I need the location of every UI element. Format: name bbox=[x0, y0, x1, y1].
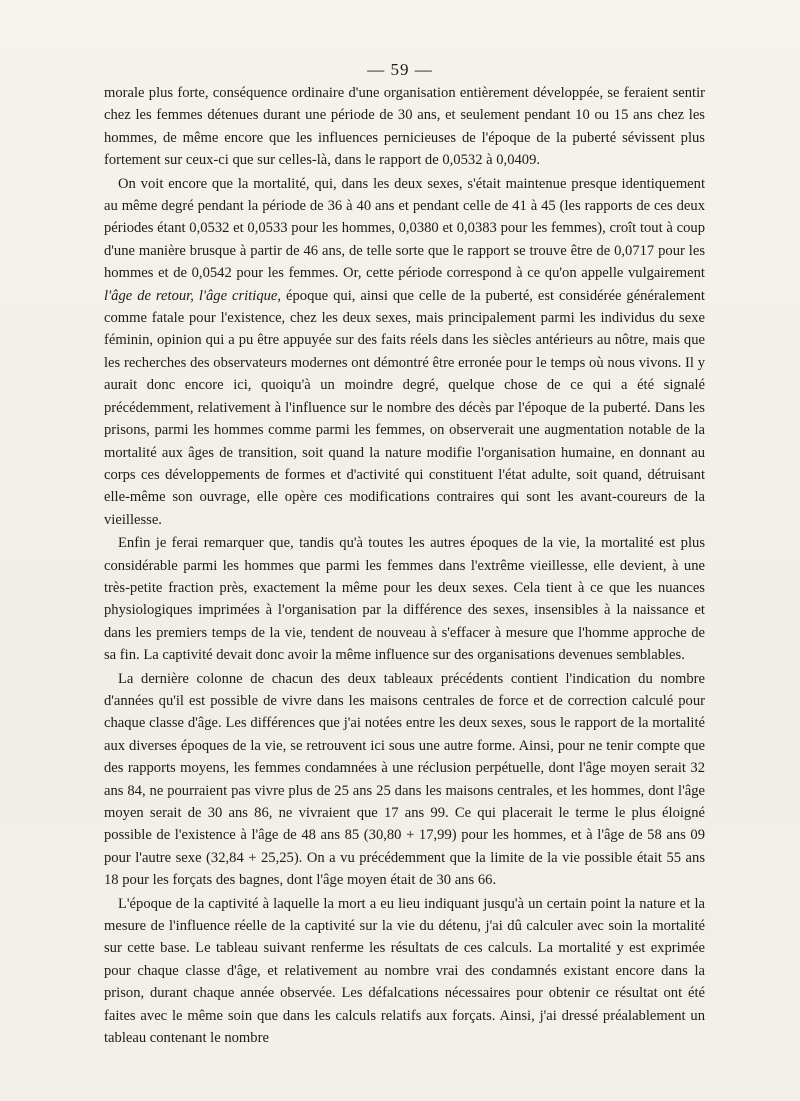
italic-term: l'âge de retour, l'âge critique bbox=[104, 287, 278, 304]
paragraph-derniere-colonne: La dernière colonne de chacun des deux tableaux précédents contient l'indication du nombre d'années qu'il est possible de vivre dans les maisons centrales de force et de correction calculé pour chaque classe d'âge. Les différences que j'ai notées entre les deux sexes, sous le rapport de la mortalité aux diverses époques de la vie, se retrouvent ici sous une autre forme. Ainsi, pour ne tenir compte que des rapports moyens, les femmes condamnées à une réclusion perpétuelle, dont l'âge moyen serait 32 ans 84, ne pourraient pas vivre plus de 25 ans 25 dans les maisons centrales, et les hommes, dont l'âge moyen serait de 30 ans 86, ne vivraient que 17 ans 99. Ce qui placerait le terme le plus éloigné possible de l'existence à l'âge de 48 ans 85 (30,80 + 17,99) pour les hommes, et à l'âge de 58 ans 09 pour l'autre sexe (32,84 + 25,25). On a vu précédemment que la limite de la vie possible était 55 ans 18 pour les forçats des bagnes, dont l'âge moyen était de 30 ans 66. bbox=[104, 670, 705, 889]
paragraph-epoque-captivite: L'époque de la captivité à laquelle la mort a eu lieu indiquant jusqu'à un certain point la nature et la mesure de l'influence réelle de la captivité sur la vie du détenu, j'ai dû calculer avec soin la mortalité sur cette base. Le tableau suivant renferme les résultats de ces calculs. La mortalité y est exprimée pour chaque classe d'âge, et relativement au nombre vrai des condamnés existant encore dans la prison, durant chaque année observée. Les défalcations nécessaires pour obtenir ce résultat ont été faites avec le même soin que dans les calculs relatifs aux forçats. Ainsi, j'ai dressé préalablement un tableau contenant le nombre bbox=[104, 895, 705, 1047]
paragraph-text: On voit encore que la mortalité, qui, dans les deux sexes, s'était maintenue presque identiquement au même degré pendant la période de 36 à 40 ans et pendant celle de 41 à 45 (les rapports de ces deux périodes étant 0,0532 et 0,0533 pour les hommes, 0,0380 et 0,0383 pour les femmes), croît tout à coup d'une manière brusque à partir de 46 ans, de telle sorte que le rapport se trouve être de 0,0717 pour les hommes et de 0,0542 pour les femmes. Or, cette période correspond à ce qu'on appelle vulgairement bbox=[104, 175, 705, 282]
paragraph-text: , époque qui, ainsi que celle de la puberté, est considérée généralement comme fatale pour l'existence, chez les deux sexes, mais principalement parmi les individus du sexe féminin, opinion qui a pu être appuyée sur des faits réels dans les siècles antérieurs au nôtre, mais que les recherches des observateurs modernes ont démontré être erronée pour le temps où nous vivons. Il y aurait donc encore ici, quoiqu'à un moindre degré, quelque chose de ce qui a été signalé précédemment, relativement à l'influence sur le nombre des décès par l'époque de la puberté. Dans les prisons, parmi les hommes comme parmi les femmes, on observerait une augmentation notable de la mortalité aux âges de transition, soit quand la nature modifie l'organisation humaine, en donnant au corps ces développements de formes et d'activité qui constituent l'état adulte, soit quand, détruisant elle-même son ouvrage, elle opère ces modifications contraires qui sont les avant-coureurs de la vieillesse. bbox=[104, 287, 705, 528]
body-text bbox=[104, 82, 705, 1049]
paragraph-vieillesse: Enfin je ferai remarquer que, tandis qu'à toutes les autres époques de la vie, la mortalité est plus considérable parmi les hommes que parmi les femmes dans l'extrême vieillesse, elle devient, à une très-petite fraction près, exactement la même pour les deux sexes. Cela tient à ce que les nuances physiologiques imprimées à l'organisation par la différence des sexes, insensibles à la naissance et dans les premiers temps de la vie, tendent de nouveau à s'effacer à mesure que l'homme approche de sa fin. La captivité devait donc avoir la même influence sur des organisations devenues semblables. bbox=[104, 535, 705, 664]
paragraph-age-critique bbox=[104, 173, 705, 532]
page-number: — 59 — bbox=[367, 60, 433, 79]
paragraph-continuation: morale plus forte, conséquence ordinaire d'une organisation entièrement développée, se feraient sentir chez les femmes détenues durant une période de 30 ans, et seulement pendant 10 ou 15 ans chez les hommes, de même encore que les influences pernicieuses de l'époque de la puberté sévissent plus fortement sur ceux-ci que sur celles-là, dans le rapport de 0,0532 à 0,0409. bbox=[104, 85, 705, 169]
